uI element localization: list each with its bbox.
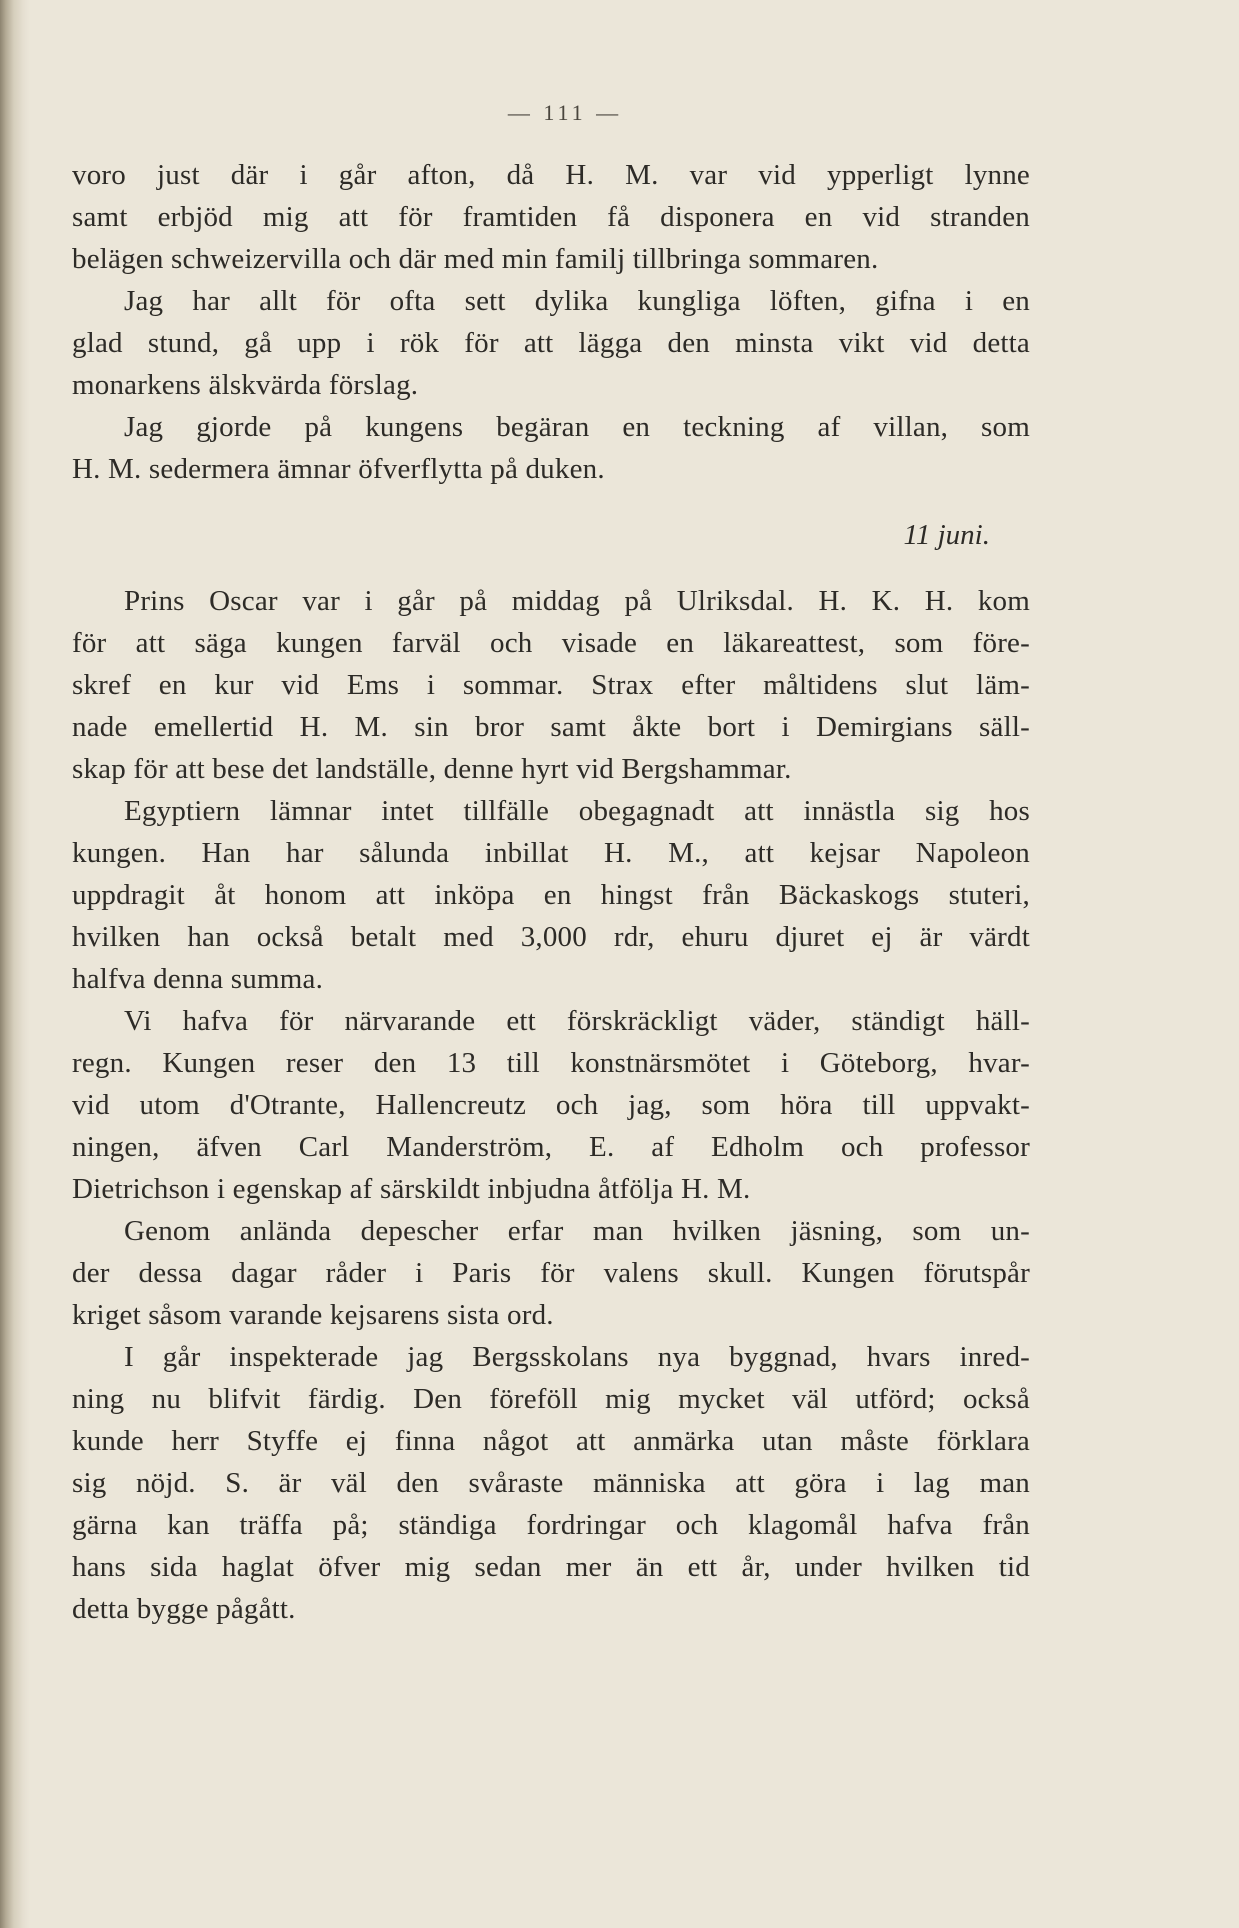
book-binding-edge	[0, 0, 30, 1928]
text-line: Jag gjorde på kungens begäran en teckning af villan, som	[124, 411, 1030, 443]
text-line: Egyptiern lämnar intet tillfälle obegagnadt att innästla sig hos	[124, 795, 1030, 827]
paragraph-2	[72, 280, 1030, 406]
text-line: monarkens älskvärda förslag.	[72, 369, 419, 401]
paragraph-8	[72, 1336, 1030, 1630]
text-line: Vi hafva för närvarande ett förskräckligt väder, ständigt häll-	[124, 1005, 1030, 1037]
text-line: belägen schweizervilla och där med min familj tillbringa sommaren.	[72, 243, 879, 275]
text-line: hans sida haglat öfver mig sedan mer än ett år, under hvilken tid	[72, 1551, 1030, 1583]
text-line: detta bygge pågått.	[72, 1593, 296, 1625]
text-line: Genom anlända depescher erfar man hvilken jäsning, som un-	[124, 1215, 1030, 1247]
text-line: kriget såsom varande kejsarens sista ord.	[72, 1299, 554, 1331]
page-body	[72, 154, 1030, 1630]
text-line: för att säga kungen farväl och visade en läkareattest, som före-	[72, 627, 1030, 659]
text-line: skap för att bese det landställe, denne hyrt vid Bergshammar.	[72, 753, 792, 785]
paragraph-6	[72, 1000, 1030, 1210]
text-line: I går inspekterade jag Bergsskolans nya byggnad, hvars inred-	[124, 1341, 1030, 1373]
text-line: skref en kur vid Ems i sommar. Strax efter måltidens slut läm-	[72, 669, 1030, 701]
text-line: uppdragit åt honom att inköpa en hingst från Bäckaskogs stuteri,	[72, 879, 1030, 911]
text-line: samt erbjöd mig att för framtiden få disponera en vid stranden	[72, 201, 1030, 233]
text-line: sig nöjd. S. är väl den svåraste människa att göra i lag man	[72, 1467, 1030, 1499]
paragraph-5	[72, 790, 1030, 1000]
text-line: regn. Kungen reser den 13 till konstnärsmötet i Göteborg, hvar-	[72, 1047, 1030, 1079]
paragraph-3	[72, 406, 1030, 490]
text-line: Prins Oscar var i går på middag på Ulriksdal. H. K. H. kom	[124, 585, 1030, 617]
paragraph-4	[72, 580, 1030, 790]
text-line: H. M. sedermera ämnar öfverflytta på duken.	[72, 453, 605, 485]
text-line: kungen. Han har sålunda inbillat H. M., att kejsar Napoleon	[72, 837, 1030, 869]
text-line: vid utom d'Otrante, Hallencreutz och jag, som höra till uppvakt-	[72, 1089, 1030, 1121]
paragraph-1	[72, 154, 1030, 280]
text-line: Dietrichson i egenskap af särskildt inbjudna åtfölja H. M.	[72, 1173, 751, 1205]
text-line: ning nu blifvit färdig. Den föreföll mig mycket väl utförd; också	[72, 1383, 1030, 1415]
text-line: ningen, äfven Carl Manderström, E. af Edholm och professor	[72, 1131, 1030, 1163]
paragraph-7	[72, 1210, 1030, 1336]
text-line: der dessa dagar råder i Paris för valens skull. Kungen förutspår	[72, 1257, 1030, 1289]
text-line: nade emellertid H. M. sin bror samt åkte bort i Demirgians säll-	[72, 711, 1030, 743]
date-heading: 11 juni.	[903, 519, 990, 551]
text-line: kunde herr Styffe ej finna något att anmärka utan måste förklara	[72, 1425, 1030, 1457]
text-line: halfva denna summa.	[72, 963, 324, 995]
text-line: gärna kan träffa på; ständiga fordringar och klagomål hafva från	[72, 1509, 1030, 1541]
text-line: glad stund, gå upp i rök för att lägga den minsta vikt vid detta	[72, 327, 1030, 359]
text-line: Jag har allt för ofta sett dylika kungliga löften, gifna i en	[124, 285, 1030, 317]
text-line: hvilken han också betalt med 3,000 rdr, ehuru djuret ej är värdt	[72, 921, 1030, 953]
page-number: — 111 —	[507, 100, 623, 125]
text-line: voro just där i går afton, då H. M. var vid ypperligt lynne	[72, 159, 1030, 191]
